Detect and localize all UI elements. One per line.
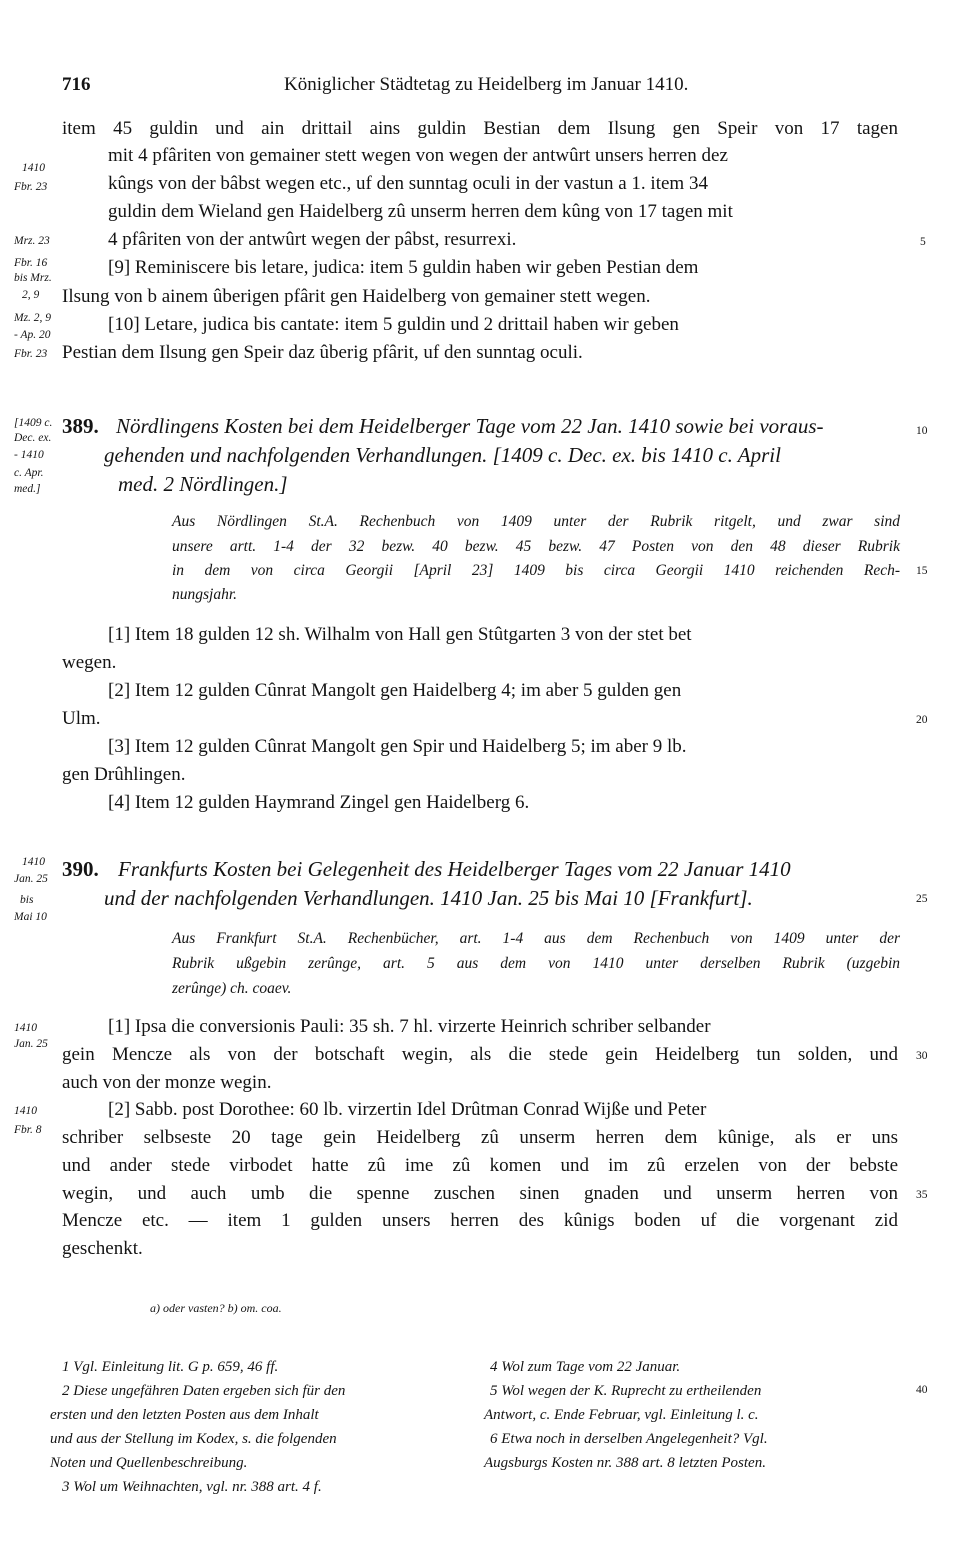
running-title: Königlicher Städtetag zu Heidelberg im Januar 1410. [284,74,689,95]
text-line: [10] Letare, judica bis cantate: item 5 guldin und 2 drittail haben wir geben [108,314,679,335]
text-line: Ilsung von b ainem ûberigen pfârit gen Haidelberg von gemainer stett wegen. [62,286,651,307]
margin-date: 1410 [22,162,45,174]
footnote: 5 Wol wegen der K. Ruprecht zu ertheilenden [490,1383,762,1399]
margin-date: 1410 [22,856,45,868]
line-number: 25 [916,893,928,905]
margin-date: med.] [14,483,41,495]
footnote: ersten und den letzten Posten aus dem Inhalt [50,1407,319,1423]
margin-date: Dec. ex. [14,432,52,444]
source-note: zerûnge) ch. coaev. [172,980,292,997]
item-line: wegen. [62,652,117,673]
variant-notes: a) oder vasten? b) om. coa. [150,1301,282,1315]
margin-date: Jan. 25 [14,873,48,885]
item-line: und ander stede virbodet hatte zû ime zû komen und im zû erzelen von der bebste [62,1155,898,1176]
source-note: in dem von circa Georgii [April 23] 1409 bis circa Georgii 1410 reichenden Rech- [172,562,900,579]
margin-date: c. Apr. [14,467,44,479]
item-line: [3] Item 12 gulden Cûnrat Mangolt gen Spir und Haidelberg 5; im aber 9 lb. [108,736,687,757]
margin-date: 1410 [14,1105,37,1117]
line-number: 10 [916,425,928,437]
item-line: gein Mencze als von der botschaft wegin, als die stede gein Heidelberg tun solden, und [62,1044,898,1065]
text-line: 4 pfâriten von der antwûrt wegen der pâbst, resurrexi. [108,229,517,250]
line-number: 15 [916,565,928,577]
item-line: auch von der monze wegin. [62,1072,272,1093]
page-number: 716 [62,74,91,95]
line-number: 30 [916,1050,928,1062]
margin-date: bis Mrz. [14,272,52,284]
footnote: Augsburgs Kosten nr. 388 art. 8 letzten Posten. [484,1455,766,1471]
margin-date: 1410 [14,1022,37,1034]
entry-title: med. 2 Nördlingen.] [118,472,288,496]
footnote: 4 Wol zum Tage vom 22 Januar. [490,1359,681,1375]
source-note: Aus Nördlingen St.A. Rechenbuch von 1409 unter der Rubrik ritgelt, und zwar sind [172,513,900,530]
source-note: Aus Frankfurt St.A. Rechenbücher, art. 1-4 aus dem Rechenbuch von 1409 unter der [172,930,900,947]
text-line: Pestian dem Ilsung gen Speir daz ûberig pfârit, uf den sunntag oculi. [62,342,583,363]
footnote: Noten und Quellenbeschreibung. [50,1455,248,1471]
margin-date: Fbr. 16 [14,257,48,269]
source-note: nungsjahr. [172,586,238,603]
item-line: Mencze etc. — item 1 gulden unsers herren des kûnigs boden uf die vorgenant zid [62,1210,898,1231]
item-line: wegin, und auch umb die spenne zuschen sinen gnaden und unserm herren von [62,1183,898,1204]
margin-date: [1409 c. [14,417,53,429]
margin-date: - 1410 [14,449,44,461]
entry-title: gehenden und nachfolgenden Verhandlungen. [1409 c. Dec. ex. bis 1410 c. April [104,443,781,467]
margin-date: Mz. 2, 9 [14,312,52,324]
margin-date: bis [20,894,34,906]
item-line: gen Drûhlingen. [62,764,186,785]
footnote: 3 Wol um Weihnachten, vgl. nr. 388 art. 4 f. [62,1479,322,1495]
source-note: Rubrik ußgebin zerûnge, art. 5 aus dem von 1410 unter derselben Rubrik (uzgebin [172,955,900,972]
margin-date: Fbr. 23 [14,181,48,193]
item-line: [2] Item 12 gulden Cûnrat Mangolt gen Haidelberg 4; im aber 5 gulden gen [108,680,682,701]
text-line: [9] Reminiscere bis letare, judica: item 5 guldin haben wir geben Pestian dem [108,257,699,278]
entry-number: 389. [62,414,99,438]
footnote: Antwort, c. Ende Februar, vgl. Einleitung l. c. [484,1407,759,1423]
item-line: [2] Sabb. post Dorothee: 60 lb. virzertin Idel Drûtman Conrad Wijße und Peter [108,1099,707,1120]
line-number: 5 [920,236,926,248]
footnote: 6 Etwa noch in derselben Angelegenheit? Vgl. [490,1431,768,1447]
text-line: kûngs von der bâbst wegen etc., uf den sunntag oculi in der vastun a 1. item 34 [108,173,708,194]
margin-date: Mai 10 [14,911,47,923]
line-number: 40 [916,1384,928,1396]
item-line: geschenkt. [62,1238,143,1259]
entry-number: 390. [62,857,99,881]
footnote: 2 Diese ungefähren Daten ergeben sich für den [62,1383,346,1399]
item-line: [1] Item 18 gulden 12 sh. Wilhalm von Hall gen Stûtgarten 3 von der stet bet [108,624,692,645]
entry-title: und der nachfolgenden Verhandlungen. 1410 Jan. 25 bis Mai 10 [Frankfurt]. [104,886,753,910]
footnote: 1 Vgl. Einleitung lit. G p. 659, 46 ff. [62,1359,279,1375]
margin-date: - Ap. 20 [14,329,51,341]
source-note: unsere artt. 1-4 der 32 bezw. 40 bezw. 45 bezw. 47 Posten von den 48 dieser Rubrik [172,538,900,555]
text-line: guldin dem Wieland gen Haidelberg zû unserm herren dem kûng von 17 tagen mit [108,201,733,222]
line-number: 20 [916,714,928,726]
text-line: mit 4 pfâriten von gemainer stett wegen von wegen der antwûrt unsers herren dez [108,145,728,166]
margin-date: Jan. 25 [14,1038,48,1050]
margin-date: Mrz. 23 [14,235,50,247]
margin-date: Fbr. 23 [14,348,48,360]
footnote: und aus der Stellung im Kodex, s. die folgenden [50,1431,337,1447]
item-line: Ulm. [62,708,101,729]
entry-title: Frankfurts Kosten bei Gelegenheit des Heidelberger Tages vom 22 Januar 1410 [118,857,791,881]
item-line: schriber selbseste 20 tage gein Heidelberg zû unserm herren dem kûnige, als er uns [62,1127,898,1148]
margin-date: 2, 9 [22,289,40,301]
line-number: 35 [916,1189,928,1201]
margin-date: Fbr. 8 [14,1124,42,1136]
item-line: [4] Item 12 gulden Haymrand Zingel gen Haidelberg 6. [108,792,530,813]
item-line: [1] Ipsa die conversionis Pauli: 35 sh. 7 hl. virzerte Heinrich schriber selbander [108,1016,711,1037]
entry-title: Nördlingens Kosten bei dem Heidelberger Tage vom 22 Jan. 1410 sowie bei voraus- [116,414,824,438]
text-line: item 45 guldin und ain drittail ains guldin Bestian dem Ilsung gen Speir von 17 tagen [62,118,898,139]
